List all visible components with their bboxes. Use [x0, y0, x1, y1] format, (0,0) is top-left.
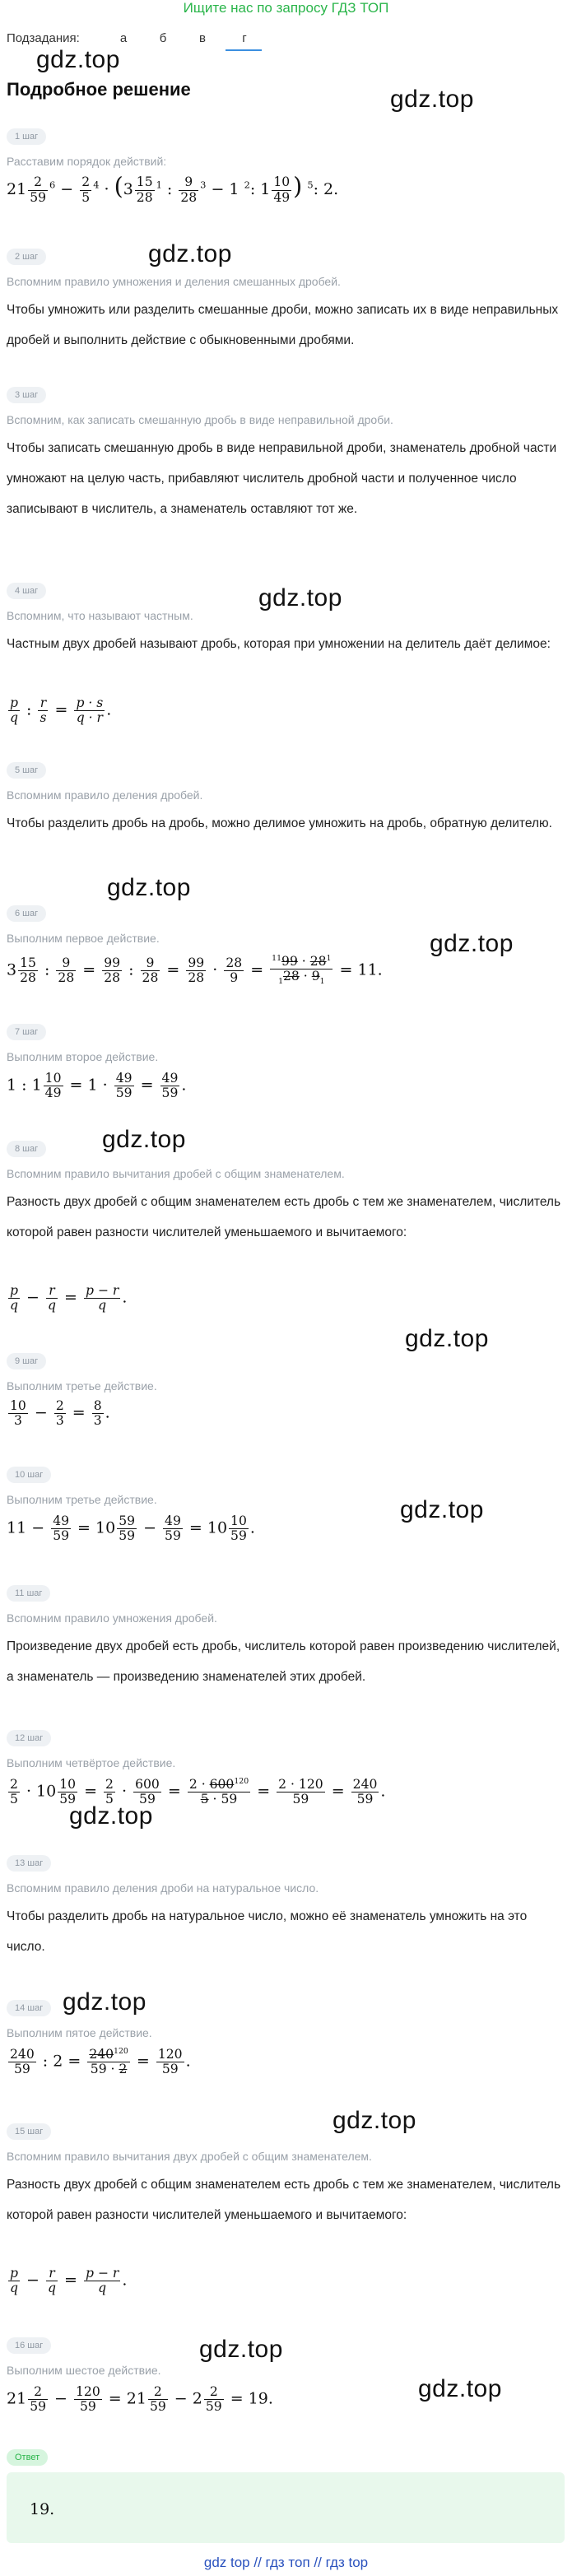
step-badge: 13 шаг [7, 1855, 51, 1872]
watermark: gdz.top [430, 930, 514, 957]
tab-b[interactable]: б [159, 31, 167, 45]
step-1-formula: 21 $\frac{2}{59}$ $^6$ − $\frac{2}{5}$ $^4$ · (3 $\frac{15}{28}$ $^1$ : $\frac{9}{28}$ $^3$ − 1 $^2$: 1 $\frac{10}{49}$ ) $^5$: 2. [7, 173, 339, 205]
watermark: gdz.top [258, 584, 342, 611]
step-caption: Вспомним правило вычитания двух дробей с общим знаменателем. [7, 2150, 372, 2163]
watermark: gdz.top [405, 1325, 489, 1352]
footer-link[interactable]: гдз top [325, 2555, 369, 2570]
step-caption: Выполним пятое действие. [7, 2026, 152, 2039]
step-badge: 2 шаг [7, 249, 46, 265]
watermark: gdz.top [36, 46, 120, 73]
answer-value: 19. [30, 2500, 55, 2518]
step-caption: Выполним второе действие. [7, 1050, 159, 1063]
watermark: gdz.top [107, 874, 191, 901]
step-16-formula: 21 $\frac{2}{59}$ − $\frac{120}{59}$ = 21 $\frac{2}{59}$ − 2 $\frac{2}{59}$ = 19. [7, 2384, 273, 2415]
step-12-formula: $\frac{2}{5}$ · 10 $\frac{10}{59}$ = $\frac{2}{5}$ · $\frac{600}{59}$ = $\frac{2 \cdot 600^{120}}{5 \cdot 59}$ = $\frac{2 \cdot 120}{59}$ = $\frac{240}{59}$ . [10, 1777, 386, 1807]
step-10-formula: 11 − $\frac{49}{59}$ = 10 $\frac{59}{59}$ − $\frac{49}{59}$ = 10 $\frac{10}{59}$ . [7, 1514, 255, 1544]
step-text: Чтобы разделить дробь на дробь, можно делимое умножить на дробь, обратную делителю. [7, 816, 552, 830]
active-tab-indicator [226, 49, 262, 51]
watermark: gdz.top [63, 1988, 146, 2016]
step-caption: Выполним первое действие. [7, 932, 160, 945]
answer-badge: Ответ [7, 2449, 48, 2466]
quotient-formula: $\frac{p}{q}$ : $\frac{r}{s}$ = $\frac{p \cdot s}{q \cdot r}$ . [10, 695, 112, 726]
watermark: gdz.top [199, 2336, 283, 2363]
step-text: Частным двух дробей называют дробь, которая при умножении на делитель даёт делимое: [7, 637, 551, 651]
watermark: gdz.top [400, 1496, 484, 1523]
footer-links [0, 2555, 572, 2571]
tab-g[interactable]: г [242, 31, 247, 45]
step-text: Чтобы умножить или разделить смешанные дроби, можно записать их в виде неправильных дробей и выполнить действие с обыкновенными дробями. [7, 303, 559, 347]
step-badge: 4 шаг [7, 583, 46, 599]
top-banner: Ищите нас по запросу ГДЗ ТОП [183, 0, 389, 16]
step-badge: 9 шаг [7, 1353, 46, 1369]
watermark: gdz.top [390, 86, 474, 113]
step-caption: Вспомним правило умножения и деления смешанных дробей. [7, 275, 341, 288]
step-caption: Вспомним правило умножения дробей. [7, 1611, 217, 1625]
step-caption: Выполним шестое действие. [7, 2364, 161, 2377]
step-9-formula: $\frac{10}{3}$ − $\frac{2}{3}$ = $\frac{8}{3}$ . [10, 1398, 110, 1429]
step-caption: Вспомним правило вычитания дробей с общим знаменателем. [7, 1167, 345, 1180]
step-caption: Вспомним, что называют частным. [7, 609, 193, 622]
step-badge: 12 шаг [7, 1730, 51, 1746]
watermark: gdz.top [418, 2375, 502, 2402]
watermark: gdz.top [148, 240, 232, 267]
step-badge: 15 шаг [7, 2123, 51, 2140]
step-text: Произведение двух дробей есть дробь, числитель которой равен произведению числителей, а знаменатель — произведению знаменателей этих дробей. [7, 1639, 560, 1684]
step-badge: 6 шаг [7, 905, 46, 922]
step-6-formula: 3 $\frac{15}{28}$ : $\frac{9}{28}$ = $\frac{99}{28}$ : $\frac{9}{28}$ = $\frac{99}{28}$ · $\frac{28}{9}$ = $\frac{^{11}99 \cdot 28^1}{_128 \cdot 9_1}$ = 11. [7, 954, 383, 987]
watermark: gdz.top [102, 1126, 186, 1153]
step-badge: 11 шаг [7, 1585, 50, 1602]
footer-separator: // [253, 2555, 262, 2570]
step-caption: Вспомним, как записать смешанную дробь в виде неправильной дроби. [7, 413, 393, 426]
step-caption: Выполним четвёртое действие. [7, 1756, 176, 1769]
step-badge: 1 шаг [7, 128, 46, 145]
watermark: gdz.top [69, 1802, 153, 1830]
step-caption: Расставим порядок действий: [7, 155, 167, 168]
footer-separator: // [314, 2555, 322, 2570]
watermark: gdz.top [333, 2107, 416, 2134]
step-caption: Выполним третье действие. [7, 1379, 157, 1393]
step-caption: Выполним третье действие. [7, 1493, 157, 1506]
step-badge: 7 шаг [7, 1024, 46, 1040]
tab-a[interactable]: а [119, 31, 128, 45]
step-badge: 8 шаг [7, 1141, 46, 1157]
step-badge: 14 шаг [7, 2000, 51, 2016]
step-text: Чтобы записать смешанную дробь в виде неправильной дроби, знаменатель дробной части умножают на целую часть, прибавляют числитель дробной части и полученное число записывают в числитель, а знаменатель оставляют тот же. [7, 441, 557, 516]
step-14-formula: $\frac{240}{59}$ : 2 = $\frac{240^{120}}{59 \cdot 2}$ = $\frac{120}{59}$ . [10, 2047, 191, 2077]
subtraction-formula-2: $\frac{p}{q}$ − $\frac{r}{q}$ = $\frac{p - r}{q}$ . [10, 2266, 128, 2296]
footer-link[interactable]: гдз топ [265, 2555, 310, 2570]
step-text: Разность двух дробей с общим знаменателем есть дробь с тем же знаменателем, числитель которой равен разности числителей уменьшаемого и вычитаемого: [7, 1195, 561, 1239]
step-caption: Вспомним правило деления дроби на натуральное число. [7, 1881, 319, 1895]
step-text: Чтобы разделить дробь на натуральное число, можно её знаменатель умножить на это число. [7, 1909, 528, 1954]
subtasks-label: Подзадания: [7, 31, 80, 45]
step-badge: 10 шаг [7, 1467, 51, 1483]
footer-link[interactable]: gdz top [203, 2555, 250, 2570]
tab-v[interactable]: в [199, 31, 206, 45]
step-text: Разность двух дробей с общим знаменателем есть дробь с тем же знаменателем, числитель которой равен разности числителей уменьшаемого и вычитаемого: [7, 2178, 561, 2222]
step-badge: 5 шаг [7, 762, 46, 779]
solution-title: Подробное решение [7, 79, 191, 100]
step-caption: Вспомним правило деления дробей. [7, 788, 203, 802]
answer-box [7, 2472, 565, 2543]
step-7-formula: 1 : 1 $\frac{10}{49}$ = 1 · $\frac{49}{59}$ = $\frac{49}{59}$ . [7, 1071, 187, 1101]
step-badge: 3 шаг [7, 387, 46, 403]
step-badge: 16 шаг [7, 2337, 51, 2354]
subtraction-formula: $\frac{p}{q}$ − $\frac{r}{q}$ = $\frac{p - r}{q}$ . [10, 1283, 128, 1314]
